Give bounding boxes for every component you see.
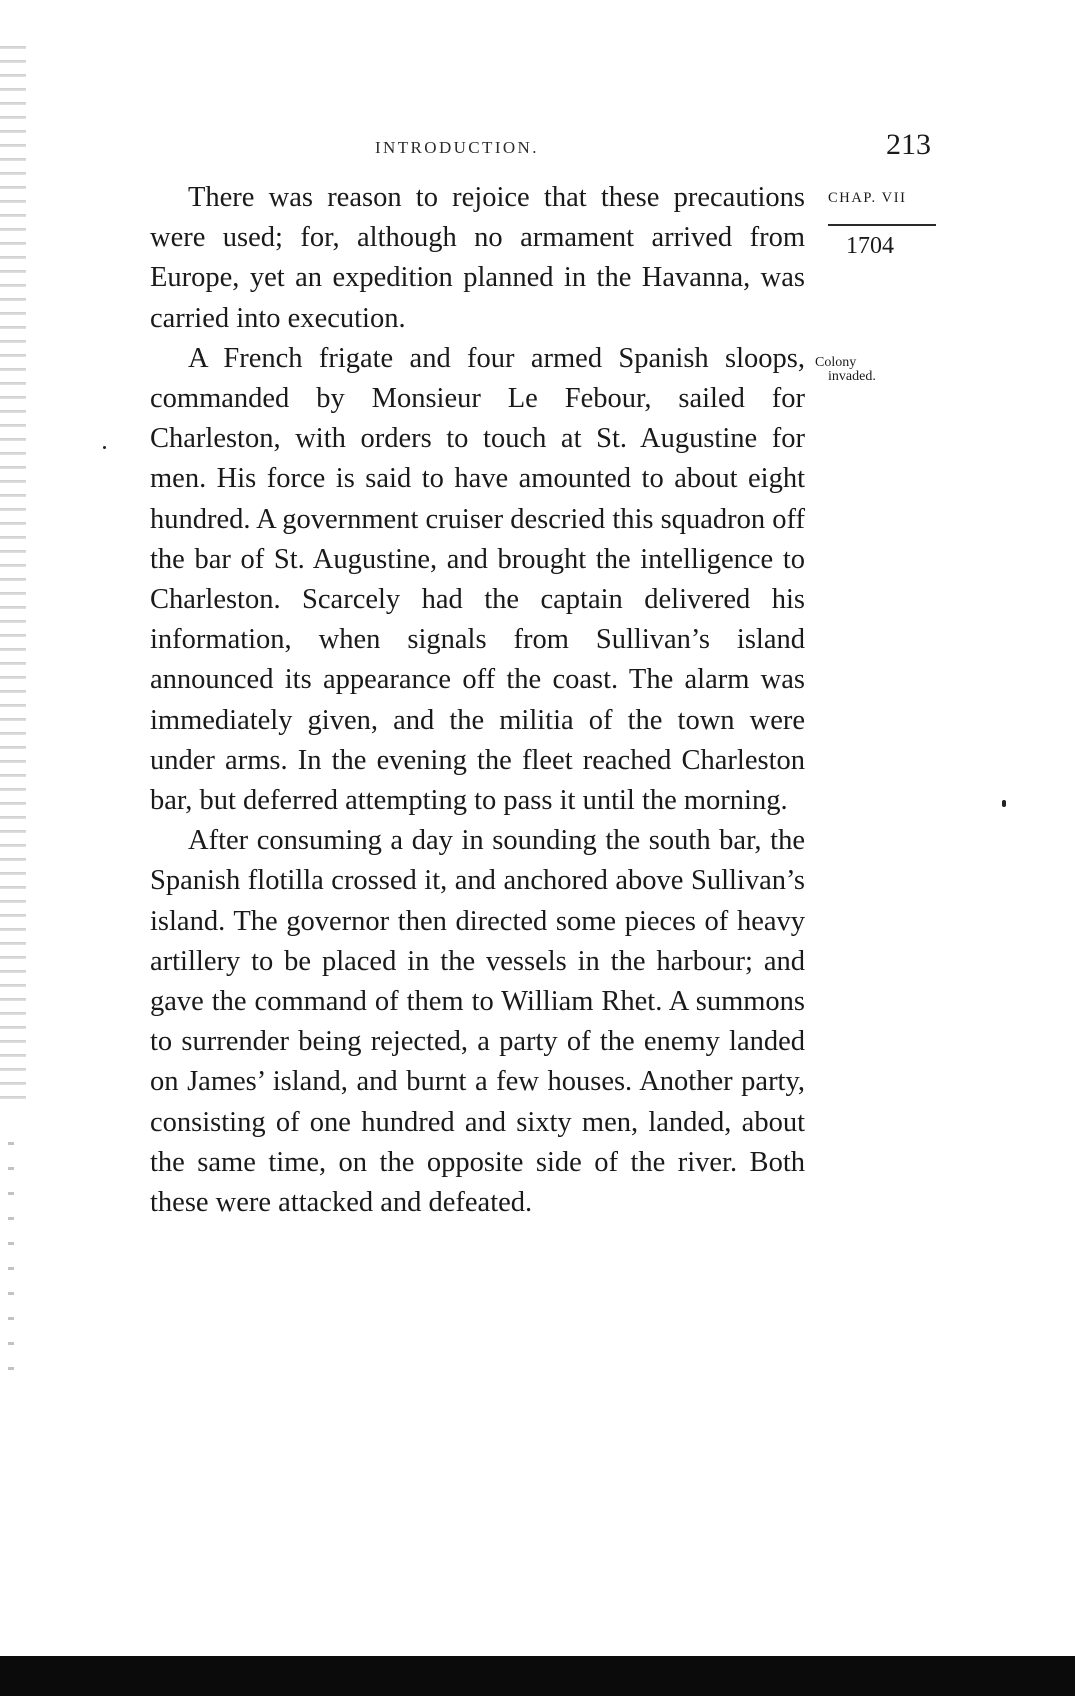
sidenote-topic-line1: Colony <box>815 355 857 370</box>
sidenote-rule <box>828 224 936 226</box>
ink-speck <box>103 446 106 449</box>
binding-gutter-marks <box>8 1120 14 1380</box>
paragraph-spanish-flotilla: After consuming a day in sounding the south bar, the Spanish flotilla crossed it, and anchored above Sullivan’s island. The governor then directed some pieces of heavy artillery to be placed in the vessels in the harbour; and gave the command of them to William Rhet. A summons to surrender being rejected, a party of the enemy landed on James’ island, and burnt a few houses. Another party, consisting of one hundred and sixty men, landed, about the same time, on the opposite side of the river. Both these were attacked and defeated. <box>150 825 805 1219</box>
binding-gutter-shadow <box>0 40 26 1100</box>
ink-speck <box>1002 800 1006 807</box>
scan-bottom-edge <box>0 1656 1075 1696</box>
paragraph-precautions: There was reason to rejoice that these precautions were used; for, although no armament arrived from Europe, yet an expedition planned in the Havanna, was carried into execution. <box>150 182 805 334</box>
sidenote-chapter: CHAP. VII <box>828 190 907 206</box>
paragraph-french-frigate: A French frigate and four armed Spanish sloops, commanded by Monsieur Le Febour, sailed for Charleston, with orders to touch at St. Augustine for men. His force is said to have amounted to about eight hundred. A government cruiser descried this squadron off the bar of St. Augustine, and brought the intelligence to Charleston. Scarcely had the captain delivered his information, when signals from Sullivan’s island announced its appearance off the coast. The alarm was immediately given, and the militia of the town were under arms. In the evening the fleet reached Charleston bar, but deferred attempting to pass it until the morning. <box>150 342 805 817</box>
body-text <box>150 178 805 1223</box>
sidenote-topic <box>815 356 905 384</box>
sidenote-year: 1704 <box>846 233 894 259</box>
sidenote-topic-line2: invaded. <box>828 369 876 384</box>
page-number: 213 <box>886 128 931 161</box>
running-head: INTRODUCTION. <box>375 138 539 157</box>
